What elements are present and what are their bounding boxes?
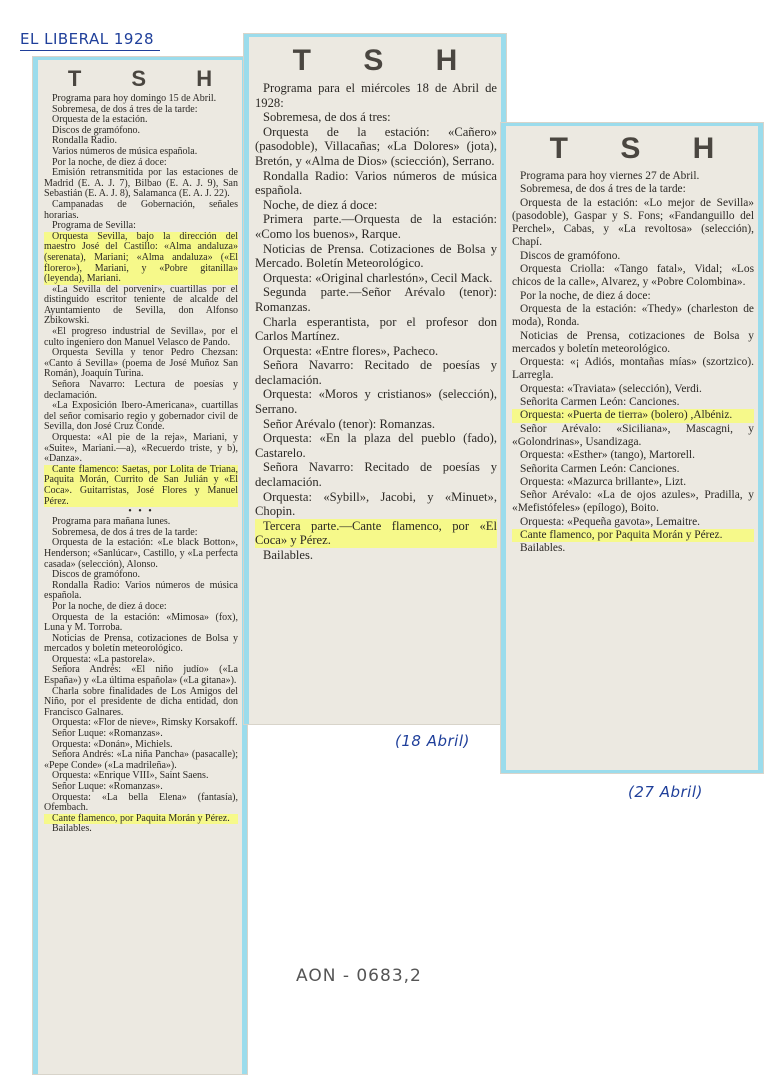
paragraph: Orquesta de la estación: «Lo mejor de Sevilla» (pasodoble), Gaspar y S. Fons; «Fandanguillo del Perchel», Cabas, y «La revoltosa» (selección), Chapí.: [512, 196, 754, 249]
annotation-underline: [20, 50, 160, 51]
clipping-body: [38, 94, 242, 835]
paragraph: Noticias de Prensa. Cotizaciones de Bolsa y Mercado. Boletín Meteorológico.: [255, 241, 497, 271]
paragraph: Orquesta: «En la plaza del pueblo (fado), Castarelo.: [255, 431, 497, 460]
paragraph-highlighted: Tercera parte.—Cante flamenco, por «El Coca» y Pérez.: [255, 518, 497, 548]
paragraph: Orquesta: «Enrique VIII», Saint Saens.: [52, 770, 209, 782]
paragraph: Primera parte.—Orquesta de la estación: «Como los buenos», Rarque.: [255, 212, 497, 241]
clipping-title: T S H: [549, 132, 737, 165]
paragraph: Sobremesa, de dos á tres:: [263, 110, 391, 125]
paragraph: Rondalla Radio: Varios números de música española.: [255, 168, 497, 198]
clipping-april-18: [244, 34, 506, 724]
paragraph: Orquesta: «Donán», Michiels.: [52, 738, 173, 750]
paragraph: Orquesta: «Flor de nieve», Rimsky Korsakoff.: [52, 717, 238, 729]
paragraph: Señorita Carmen León: Canciones.: [520, 462, 680, 475]
paragraph: «El progreso industrial de Sevilla», por el culto ingeniero don Manuel Velasco de Pando.: [44, 326, 238, 348]
paragraph: Orquesta de la estación: «Cañero» (pasodoble), Villacañas; «La Dolores» (jota), Bretón, y «Alma de Dios» (sciección), Serrano.: [255, 124, 497, 168]
paragraph: Bailables.: [263, 548, 314, 562]
paragraph: Programa de Sevilla:: [52, 220, 136, 232]
paragraph: Orquesta: «Original charlestón», Cecil Mack.: [263, 270, 493, 285]
paragraph: Charla sobre finalidades de Los Amigos del Niño, por el presidente de dicha entidad, don Francisco Galnares.: [44, 685, 238, 718]
paragraph: Orquesta Criolla: «Tango fatal», Vidal; «Los chicos de la calle», Alvarez, y «Pobre Colombina».: [512, 263, 754, 289]
paragraph: Sobremesa, de dos á tres de la tarde:: [52, 103, 198, 115]
paragraph-highlighted: Cante flamenco: Saetas, por Lolita de Triana, Paquita Morán, Currito de San Julián y «El Coca». Guitarristas, José Flores y Manuel Pérez.: [44, 463, 238, 507]
paragraph: «La Exposición Ibero-Americana», cuartillas del señor comisario regio y gobernador civil de Sevilla, don José Cruz Conde.: [44, 400, 238, 433]
paragraph: «La Sevilla del porvenir», cuartillas por el distinguido escritor teniente de alcalde del Ayuntamiento de Sevilla, don Alfonso Zbikowski.: [44, 283, 238, 327]
clipping-body: [249, 81, 501, 563]
clipping-title: T S H: [292, 44, 480, 77]
paragraph: Orquesta: «¡ Adiós, montañas mías» (szortzico). Larregla.: [512, 356, 754, 382]
paragraph: Programa para hoy domingo 15 de Abril.: [52, 93, 217, 104]
paragraph: Bailables.: [52, 823, 92, 835]
clipping-title: T S H: [67, 66, 235, 91]
paragraph: Orquesta: «La bella Elena» (fantasía), Ofembach.: [44, 791, 238, 814]
paragraph: Orquesta de la estación: «Mimosa» (fox), Luna y M. Torroba.: [44, 611, 238, 634]
paragraph: Orquesta de la estación: «Le black Botton», Henderson; «Sanlúcar», Castillo, y «La perfecta casada» (selección), Alonso.: [44, 537, 238, 570]
paragraph: Discos de gramófono.: [52, 124, 141, 136]
date-annotation-27: (27 Abril): [628, 783, 703, 801]
paragraph: Bailables.: [520, 542, 566, 555]
paragraph: Orquesta de la estación.: [52, 114, 148, 126]
paragraph: Orquesta: «La pastorela».: [52, 653, 156, 665]
paragraph: Discos de gramófono.: [52, 569, 141, 581]
paragraph: Señorita Carmen León: Canciones.: [520, 396, 680, 409]
paragraph: Por la noche, de diez á doce:: [52, 156, 167, 168]
paragraph: Orquesta: «Al pie de la reja», Mariani, y «Suite», Mariani.—a), «Recuerdo triste, y b), «Danza».: [44, 432, 238, 465]
paragraph-highlighted: Cante flamenco, por Paquita Morán y Pérez.: [512, 529, 754, 542]
paragraph: Señora Navarro: Recitado de poesías y declamación.: [255, 358, 497, 387]
clipping-april-27: [501, 123, 763, 773]
paragraph-highlighted: Cante flamenco, por Paquita Morán y Pérez.: [44, 814, 238, 825]
newspaper-annotation: EL LIBERAL 1928: [20, 30, 155, 48]
paragraph: Varios números de música española.: [52, 145, 198, 157]
clipping-body: [506, 170, 758, 556]
paragraph: Orquesta: «Sybill», Jacobi, y «Minuet», Chopin.: [255, 489, 497, 519]
paragraph: Orquesta: «Traviata» (selección), Verdi.: [520, 382, 702, 395]
date-annotation-18: (18 Abril): [395, 732, 470, 750]
paragraph: Discos de gramófono.: [520, 249, 621, 262]
paragraph: Programa para mañana lunes.: [52, 516, 171, 528]
paragraph: Sobremesa, de dos á tres de la tarde:: [52, 526, 198, 538]
paragraph: Señor Luque: «Romanzas».: [52, 728, 163, 740]
archive-reference: AON - 0683,2: [296, 966, 422, 986]
paragraph: Señor Arévalo: «Siciliana», Mascagni, y «Golondrinas», Usandizaga.: [512, 422, 754, 448]
paragraph: Rondalla Radio: Varios números de música española.: [44, 579, 238, 602]
paragraph: Orquesta Sevilla y tenor Pedro Chezsan: «Canto á Sevilla» (poema de José Muñoz San Román), Joaquín Turina.: [44, 347, 238, 380]
paragraph-highlighted: Orquesta Sevilla, bajo la dirección del maestro José del Castillo: «Alma andaluza» (serenata), Mariani; «Alma andaluza» («El florero»), Mariani, y «Pobre gitanilla» (leyenda), Mariani.: [44, 230, 238, 285]
paragraph: Noticias de Prensa, cotizaciones de Bolsa y mercados y boletín meteorológico.: [44, 632, 238, 655]
paragraph: Señor Luque: «Romanzas».: [52, 781, 163, 792]
paragraph: Orquesta de la estación: «Thedy» (charleston de moda), Ronda.: [512, 302, 754, 329]
separator: • • •: [128, 506, 154, 518]
paragraph: Señora Andrés: «La niña Pancha» (pasacalle); «Pepe Conde» («La madrileña»).: [44, 749, 238, 771]
paragraph: Señora Andrés: «El niño judío» («La España») y «La última española» («La gitana»).: [44, 664, 238, 687]
paragraph: Noche, de diez á doce:: [263, 197, 378, 212]
paragraph: Orquesta: «Entre flores», Pacheco.: [263, 343, 439, 358]
paragraph: Señora Navarro: Recitado de poesías y declamación.: [255, 460, 497, 490]
paragraph: Orquesta: «Esther» (tango), Martorell.: [520, 449, 695, 462]
paragraph: Por la noche, de diez á doce:: [52, 600, 167, 612]
paragraph: Señor Arévalo: «La de ojos azules», Pradilla, y «Mefistófeles» (epílogo), Boito.: [512, 489, 754, 515]
paragraph: Rondalla Radio.: [52, 135, 117, 147]
paragraph: Orquesta: «Mazurca brillante», Lizt.: [520, 475, 687, 488]
paragraph: Orquesta: «Pequeña gavota», Lemaitre.: [520, 515, 700, 528]
paragraph-highlighted: Orquesta: «Puerta de tierra» (bolero) ,Albéniz.: [512, 409, 754, 422]
paragraph: Por la noche, de diez á doce:: [520, 289, 651, 302]
paragraph: Emisión retransmitida por las estaciones de Madrid (E. A. J. 7), Bilbao (E. A. J. 9), San Sebastián (E. A. J. 8), Salamanca (E. A. J. 22).: [44, 167, 238, 200]
paragraph: Campanadas de Gobernación, señales horarias.: [44, 198, 238, 221]
clipping-april-15: [33, 57, 247, 1074]
paragraph: Charla esperantista, por el profesor don Carlos Martínez.: [255, 314, 497, 344]
paragraph: Programa para el miércoles 18 de Abril de 1928:: [255, 81, 497, 110]
paragraph: Sobremesa, de dos á tres de la tarde:: [520, 183, 686, 196]
paragraph: Señor Arévalo (tenor): Romanzas.: [263, 416, 436, 431]
paragraph: Programa para hoy viernes 27 de Abril.: [520, 170, 700, 182]
paragraph: Noticias de Prensa, cotizaciones de Bolsa y mercados y boletín meteorológico.: [512, 329, 754, 355]
paragraph: Segunda parte.—Señor Arévalo (tenor): Romanzas.: [255, 285, 497, 314]
paragraph: Orquesta: «Moros y cristianos» (selección), Serrano.: [255, 387, 497, 417]
paragraph: Señora Navarro: Lectura de poesías y declamación.: [44, 379, 238, 401]
